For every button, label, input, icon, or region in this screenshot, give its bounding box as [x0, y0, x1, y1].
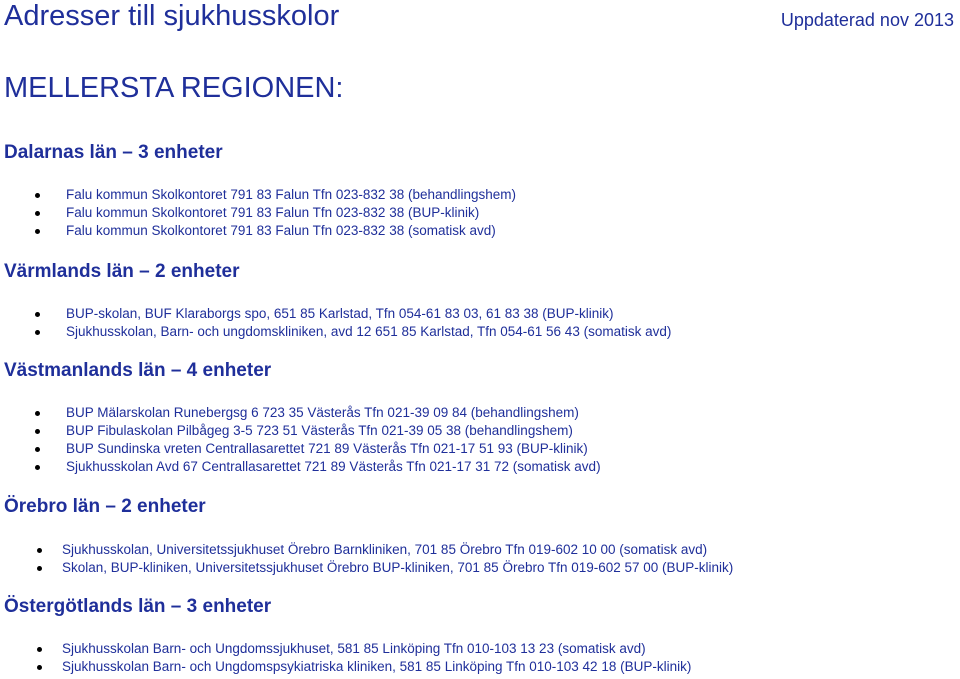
county-heading-vastmanland: Västmanlands län – 4 enheter	[4, 360, 272, 381]
bullet-icon	[35, 447, 40, 452]
county-heading-dalarna: Dalarnas län – 3 enheter	[4, 142, 223, 163]
bullet-icon	[37, 665, 42, 670]
county-heading-varmland: Värmlands län – 2 enheter	[4, 261, 240, 282]
bullet-icon	[37, 566, 42, 571]
bullet-icon	[35, 229, 40, 234]
bullet-icon	[35, 211, 40, 216]
updated-date: Uppdaterad nov 2013	[780, 10, 954, 30]
bullet-icon	[35, 429, 40, 434]
county-heading-orebro: Örebro län – 2 enheter	[4, 496, 206, 517]
region-heading: MELLERSTA REGIONEN:	[4, 72, 344, 104]
bullet-icon	[35, 465, 40, 470]
document-title: Adresser till sjukhusskolor	[4, 0, 340, 32]
bullet-icon	[35, 193, 40, 198]
bullet-icon	[35, 411, 40, 416]
bullet-icon	[35, 312, 40, 317]
county-heading-ostergotland: Östergötlands län – 3 enheter	[4, 596, 272, 617]
bullet-icon	[37, 548, 42, 553]
bullet-icon	[37, 647, 42, 652]
bullet-icon	[35, 330, 40, 335]
